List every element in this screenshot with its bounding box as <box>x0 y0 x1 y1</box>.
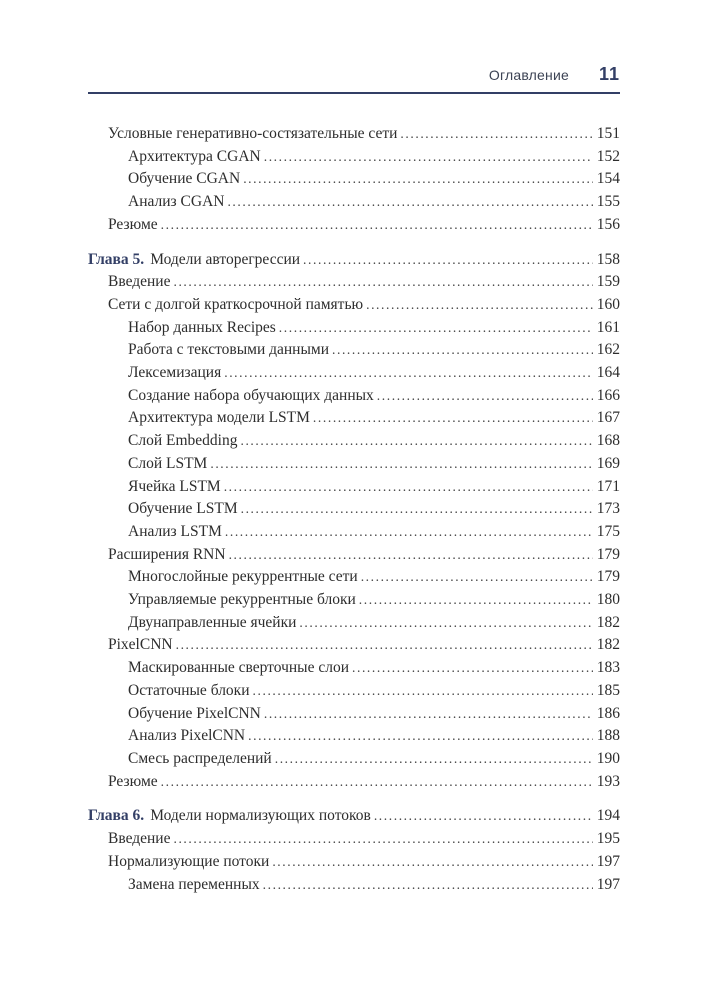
toc-entry <box>88 168 620 191</box>
toc-list <box>88 123 620 896</box>
leader-dots <box>243 168 593 191</box>
leader-dots <box>173 271 592 294</box>
leader-dots <box>377 385 593 408</box>
toc-entry-page: 167 <box>596 409 620 427</box>
leader-dots <box>352 657 593 680</box>
toc-entry-page: 180 <box>596 591 620 609</box>
leader-dots <box>313 407 593 430</box>
toc-entry <box>88 657 620 680</box>
toc-entry-page: 159 <box>596 273 620 291</box>
leader-dots <box>241 498 593 521</box>
toc-entry-title: Модели нормализующих потоков <box>150 807 371 825</box>
toc-entry-page: 190 <box>596 749 620 767</box>
toc-entry <box>88 566 620 589</box>
toc-entry-page: 155 <box>596 193 620 211</box>
toc-entry-chapter-prefix: Глава 6. <box>88 807 145 825</box>
toc-entry-title: Ячейка LSTM <box>128 477 221 495</box>
leader-dots <box>366 294 593 317</box>
toc-entry-title: Двунаправленные ячейки <box>128 613 297 631</box>
toc-entry-page: 183 <box>596 659 620 677</box>
toc-entry-title: Резюме <box>108 215 158 233</box>
leader-dots <box>248 725 593 748</box>
toc-entry-page: 164 <box>596 364 620 382</box>
leader-dots <box>225 521 593 544</box>
leader-dots <box>264 146 593 169</box>
toc-entry-title: Резюме <box>108 772 158 790</box>
toc-entry-title: Лексемизация <box>128 364 222 382</box>
toc-entry-page: 175 <box>596 522 620 540</box>
toc-entry <box>88 385 620 408</box>
toc-entry <box>88 874 620 897</box>
running-head-row <box>88 64 620 85</box>
toc-entry-title: Остаточные блоки <box>128 681 250 699</box>
toc-entry-title: Обучение PixelCNN <box>128 704 261 722</box>
toc-entry-title: Архитектура модели LSTM <box>128 409 310 427</box>
toc-entry-title: Многослойные рекуррентные сети <box>128 568 358 586</box>
page-number: 11 <box>598 64 620 84</box>
running-head: Оглавление <box>488 67 569 83</box>
leader-dots <box>374 805 593 828</box>
toc-entry-page: 186 <box>596 704 620 722</box>
toc-entry <box>88 828 620 851</box>
toc-entry-page: 193 <box>596 772 620 790</box>
toc-entry-page: 162 <box>596 341 620 359</box>
toc-entry <box>88 146 620 169</box>
toc-entry-chapter-prefix: Глава 5. <box>88 250 145 268</box>
toc-entry-page: 168 <box>596 432 620 450</box>
leader-dots <box>303 249 593 272</box>
leader-dots <box>400 123 592 146</box>
toc-entry <box>88 191 620 214</box>
toc-entry-title: Анализ PixelCNN <box>128 727 246 745</box>
toc-entry-title: Обучение LSTM <box>128 500 238 518</box>
toc-entry-page: 152 <box>596 147 620 165</box>
toc-entry-page: 151 <box>596 125 620 142</box>
toc-entry <box>88 725 620 748</box>
toc-entry-page: 179 <box>596 545 620 563</box>
leader-dots <box>240 430 592 453</box>
toc-entry-page: 158 <box>596 250 620 268</box>
toc-entry-title: PixelCNN <box>108 636 173 654</box>
toc-entry-title: Нормализующие потоки <box>108 852 270 870</box>
toc-entry-page: 195 <box>596 830 620 848</box>
toc-entry-title: Модели авторегрессии <box>150 250 301 268</box>
toc-entry <box>88 748 620 771</box>
toc-entry-page: 156 <box>596 215 620 233</box>
leader-dots <box>173 828 592 851</box>
toc-entry <box>88 851 620 874</box>
toc-entry <box>88 544 620 567</box>
toc-entry-title: Слой LSTM <box>128 454 208 472</box>
toc-entry <box>88 362 620 385</box>
leader-dots <box>161 214 593 237</box>
page-header <box>88 64 620 94</box>
leader-dots <box>253 680 593 703</box>
leader-dots <box>264 703 593 726</box>
toc-entry <box>88 123 620 146</box>
toc-entry-title: Набор данных Recipes <box>128 318 276 336</box>
toc-entry-page: 171 <box>596 477 620 495</box>
toc-entry-title: Работа с текстовыми данными <box>128 341 329 359</box>
toc-entry-title: Анализ LSTM <box>128 522 222 540</box>
toc-entry <box>88 771 620 794</box>
toc-entry-title: Анализ CGAN <box>128 193 225 211</box>
toc-entry-title: Введение <box>108 273 171 291</box>
toc-entry-page: 160 <box>596 295 620 313</box>
leader-dots <box>210 453 592 476</box>
leader-dots <box>299 612 592 635</box>
leader-dots <box>224 476 593 499</box>
toc-entry-title: Архитектура CGAN <box>128 147 261 165</box>
toc-entry-page: 188 <box>596 727 620 745</box>
toc-entry <box>88 407 620 430</box>
toc-entry-title: Создание набора обучающих данных <box>128 386 374 404</box>
toc-entry <box>88 214 620 237</box>
toc-entry <box>88 589 620 612</box>
toc-entry-title: Управляемые рекуррентные блоки <box>128 591 356 609</box>
leader-dots <box>227 191 592 214</box>
toc-entry-page: 197 <box>596 875 620 893</box>
toc-entry-page: 161 <box>596 318 620 336</box>
toc-entry <box>88 521 620 544</box>
toc-entry-page: 182 <box>596 636 620 654</box>
header-rule <box>88 92 620 94</box>
leader-dots <box>224 362 593 385</box>
leader-dots <box>361 566 593 589</box>
toc-entry <box>88 612 620 635</box>
toc-entry-page: 173 <box>596 500 620 518</box>
toc-entry <box>88 249 620 272</box>
toc-entry-page: 166 <box>596 386 620 404</box>
toc-entry-page: 197 <box>596 852 620 870</box>
toc-entry-page: 179 <box>596 568 620 586</box>
toc-entry <box>88 294 620 317</box>
leader-dots <box>161 771 593 794</box>
toc-entry <box>88 317 620 340</box>
leader-dots <box>229 544 593 567</box>
toc-entry-title: Маскированные сверточные слои <box>128 659 349 677</box>
toc-entry <box>88 498 620 521</box>
toc-entry <box>88 453 620 476</box>
toc-entry <box>88 634 620 657</box>
leader-dots <box>279 317 593 340</box>
leader-dots <box>332 339 593 362</box>
toc-entry-title: Сети с долгой краткосрочной памятью <box>108 295 364 313</box>
toc-entry-page: 182 <box>596 613 620 631</box>
toc-entry-title: Замена переменных <box>128 875 260 893</box>
toc-entry-title: Расширения RNN <box>108 545 226 563</box>
toc-entry <box>88 271 620 294</box>
toc-entry-title: Обучение CGAN <box>128 170 241 188</box>
leader-dots <box>359 589 593 612</box>
toc-entry-title: Слой Embedding <box>128 432 238 450</box>
toc-entry <box>88 703 620 726</box>
leader-dots <box>272 851 592 874</box>
leader-dots <box>176 634 593 657</box>
toc-entry <box>88 476 620 499</box>
toc-entry <box>88 339 620 362</box>
toc-entry <box>88 680 620 703</box>
toc-entry-title: Введение <box>108 830 171 848</box>
toc-entry-page: 154 <box>596 170 620 188</box>
leader-dots <box>263 874 593 897</box>
toc-entry-title: Смесь распределений <box>128 749 272 767</box>
toc-entry <box>88 805 620 828</box>
toc-entry-page: 185 <box>596 681 620 699</box>
toc-entry-title: Условные генеративно-состязательные сети <box>108 125 398 142</box>
toc-entry <box>88 430 620 453</box>
toc-entry-page: 194 <box>596 807 620 825</box>
toc-entry-page: 169 <box>596 454 620 472</box>
leader-dots <box>275 748 593 771</box>
